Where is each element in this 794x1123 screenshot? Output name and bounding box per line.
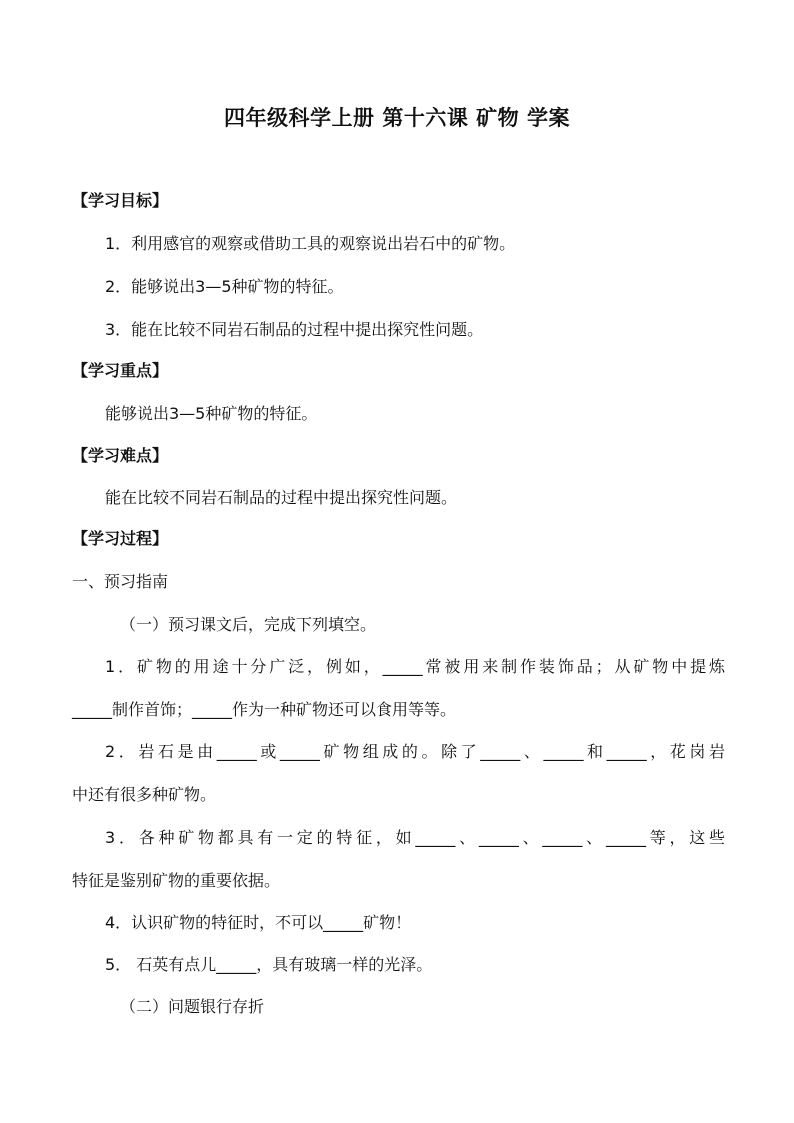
question-1-line-2: _____制作首饰；_____作为一种矿物还可以食用等等。 — [72, 700, 457, 719]
question-3-line-1: 3．各种矿物都具有一定的特征，如_____、_____、_____、_____等，这些 — [105, 828, 725, 847]
process-heading: 【学习过程】 — [72, 529, 169, 548]
question-2-line-1: 2．岩石是由_____或_____矿物组成的。除了_____、_____和_____，花岗岩 — [105, 742, 725, 761]
goal-item-2: 2．能够说出3—5种矿物的特征。 — [105, 277, 344, 296]
goal-item-3: 3．能在比较不同岩石制品的过程中提出探究性问题。 — [105, 320, 484, 339]
goals-heading: 【学习目标】 — [72, 191, 169, 210]
question-3-line-2: 特征是鉴别矿物的重要依据。 — [72, 871, 281, 890]
difficulties-heading: 【学习难点】 — [72, 446, 169, 465]
question-5: 5． 石英有点儿_____，具有玻璃一样的光泽。 — [105, 955, 433, 974]
key-points-text: 能够说出3—5种矿物的特征。 — [105, 404, 318, 423]
question-2-line-2: 中还有很多种矿物。 — [72, 785, 217, 804]
key-points-heading: 【学习重点】 — [72, 361, 169, 380]
document-title: 四年级科学上册 第十六课 矿物 学案 — [224, 106, 570, 130]
question-4: 4．认识矿物的特征时，不可以_____矿物！ — [105, 913, 412, 932]
goal-item-1: 1．利用感官的观察或借助工具的观察说出岩石中的矿物。 — [105, 234, 516, 253]
question-1-line-1: 1．矿物的用途十分广泛，例如，_____常被用来制作装饰品；从矿物中提炼 — [105, 657, 725, 676]
section-preview-guide: 一、预习指南 — [72, 572, 169, 591]
subsection-fill-blanks: （一）预习课文后，完成下列填空。 — [120, 615, 377, 634]
difficulties-text: 能在比较不同岩石制品的过程中提出探究性问题。 — [105, 488, 458, 507]
subsection-question-bank: （二）问题银行存折 — [120, 997, 265, 1016]
